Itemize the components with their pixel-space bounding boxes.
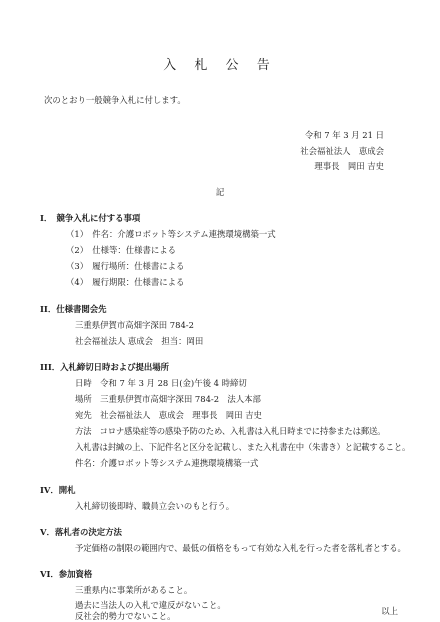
section-line: 入札締切後即時、職員立会いのもと行う。 xyxy=(75,501,235,511)
page-title: 入 札 公 告 xyxy=(163,58,277,73)
notice-date: 令和 7 年 3 月 21 日 xyxy=(304,130,384,140)
issuer-representative: 理事長 岡田 吉史 xyxy=(314,161,384,171)
section-heading: IV．開札 xyxy=(40,485,76,495)
section-line: 場所 三重県伊賀市高畑字深田 784-2 法人本部 xyxy=(75,394,261,404)
section-line: 宛先 社会福祉法人 恵成会 理事長 岡田 吉史 xyxy=(75,410,262,420)
closing-mark: 以上 xyxy=(381,606,398,616)
section-line: （2） 仕様等：仕様書による xyxy=(66,245,177,255)
ki-mark: 記 xyxy=(215,187,225,197)
section-line: 入札書は封緘の上、下記件名と区分を記載し、また入札書在中（朱書き）と記載すること。 xyxy=(75,442,411,452)
issuer-organization: 社会福祉法人 恵成会 xyxy=(300,146,384,156)
section-line: 三重県内に事業所があること。 xyxy=(75,585,193,595)
section-line: 社会福祉法人 恵成会 担当：岡田 xyxy=(75,336,204,346)
intro-text: 次のとおり一般競争入札に付します。 xyxy=(44,95,186,105)
section-line: （3） 履行場所：仕様書による xyxy=(66,261,185,271)
section-heading: II．仕様書閲会先 xyxy=(40,304,107,314)
section-line: 反社会的勢力でないこと。 xyxy=(75,611,176,621)
section-line: 予定価格の制限の範囲内で、最低の価格をもって有効な入札を行った者を落札者とする。 xyxy=(75,543,406,553)
section-line: 日時 令和 7 年 3 月 28 日(金)午後 4 時締切 xyxy=(75,378,247,388)
section-heading: V．落札者の決定方法 xyxy=(40,527,122,537)
section-heading: VI．参加資格 xyxy=(40,569,93,579)
section-line: 三重県伊賀市高畑字深田 784-2 xyxy=(75,320,194,330)
section-heading: III．入札締切日時および提出場所 xyxy=(40,362,170,372)
section-line: 過去に当法人の入札で違反がないこと。 xyxy=(75,600,226,610)
section-line: （1） 件名：介護ロボット等システム連携環境構築一式 xyxy=(66,229,276,239)
section-line: 件名：介護ロボット等システム連携環境構築一式 xyxy=(75,458,259,468)
section-line: （4） 履行期限：仕様書による xyxy=(66,277,185,287)
section-heading: I． 競争入札に付する事項 xyxy=(40,213,141,223)
section-line: 方法 コロナ感染症等の感染予防のため、入札書は入札日時までに持参または郵送。 xyxy=(75,426,386,436)
